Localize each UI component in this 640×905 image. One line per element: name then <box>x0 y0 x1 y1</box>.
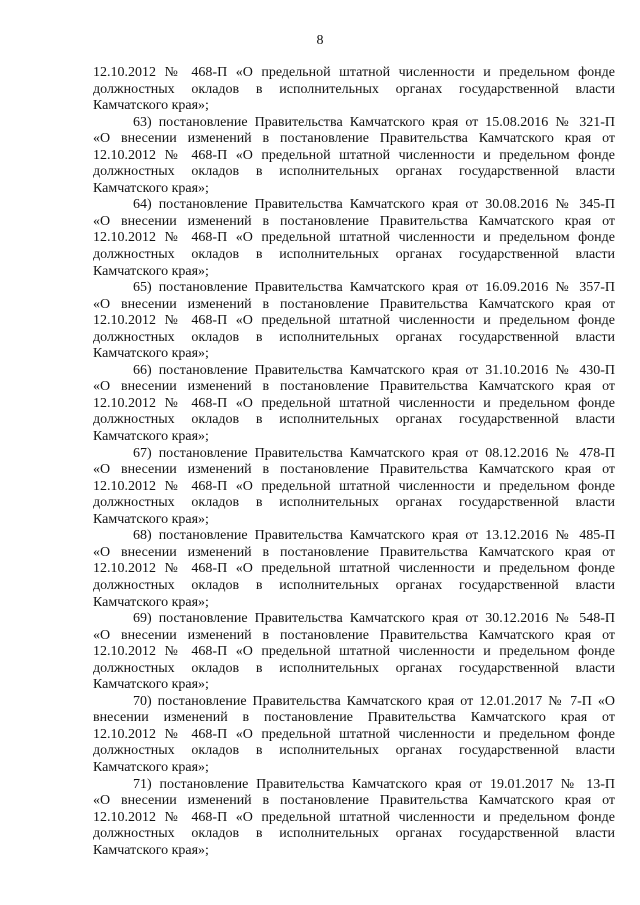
text-line: 12.10.2012 № 468-П «О предельной штатной численности и предельном фонде <box>93 726 615 742</box>
text-line: 12.10.2012 № 468-П «О предельной штатной численности и предельном фонде <box>93 65 615 80</box>
list-item-start-line: 71) постановление Правительства Камчатского края от 19.01.2017 № 13-П <box>133 776 615 792</box>
text-line: должностных окладов в исполнительных органах государственной власти <box>93 329 615 345</box>
text-line: должностных окладов в исполнительных органах государственной власти <box>93 164 615 180</box>
text-line: «О внесении изменений в постановление Правительства Камчатского края от <box>93 793 615 809</box>
text-line: 12.10.2012 № 468-П «О предельной штатной численности и предельном фонде <box>93 230 615 246</box>
list-item-start-line: 65) постановление Правительства Камчатского края от 16.09.2016 № 357-П <box>133 280 615 296</box>
text-line: должностных окладов в исполнительных органах государственной власти <box>93 81 615 97</box>
list-item-start-line: 66) постановление Правительства Камчатского края от 31.10.2016 № 430-П <box>133 362 615 378</box>
text-line: «О внесении изменений в постановление Правительства Камчатского края от <box>93 544 615 560</box>
text-line: 12.10.2012 № 468-П «О предельной штатной численности и предельном фонде <box>93 313 615 329</box>
list-item-start-line: 69) постановление Правительства Камчатского края от 30.12.2016 № 548-П <box>133 611 615 627</box>
list-item-start-line: 64) постановление Правительства Камчатского края от 30.08.2016 № 345-П <box>133 197 615 213</box>
text-line: 12.10.2012 № 468-П «О предельной штатной численности и предельном фонде <box>93 395 615 411</box>
text-line: Камчатского края»; <box>93 180 209 196</box>
text-line: «О внесении изменений в постановление Правительства Камчатского края от <box>93 213 615 229</box>
page-number: 8 <box>316 33 324 48</box>
text-line: 12.10.2012 № 468-П «О предельной штатной численности и предельном фонде <box>93 644 615 660</box>
text-line: «О внесении изменений в постановление Правительства Камчатского края от <box>93 131 615 147</box>
list-item-start-line: 70) постановление Правительства Камчатского края от 12.01.2017 № 7-П «О <box>133 693 615 709</box>
text-line: Камчатского края»; <box>93 263 209 279</box>
text-line: Камчатского края»; <box>93 346 209 362</box>
text-line: Камчатского края»; <box>93 429 209 445</box>
text-line: 12.10.2012 № 468-П «О предельной штатной численности и предельном фонде <box>93 561 615 577</box>
document-body <box>93 65 615 859</box>
text-line: Камчатского края»; <box>93 594 209 610</box>
text-line: «О внесении изменений в постановление Правительства Камчатского края от <box>93 296 615 312</box>
list-item-start-line: 63) постановление Правительства Камчатского края от 15.08.2016 № 321-П <box>133 114 615 130</box>
text-line: должностных окладов в исполнительных органах государственной власти <box>93 412 615 428</box>
text-line: 12.10.2012 № 468-П «О предельной штатной численности и предельном фонде <box>93 478 615 494</box>
text-line: должностных окладов в исполнительных органах государственной власти <box>93 660 615 676</box>
list-item-start-line: 68) постановление Правительства Камчатского края от 13.12.2016 № 485-П <box>133 528 615 544</box>
text-line: должностных окладов в исполнительных органах государственной власти <box>93 577 615 593</box>
text-line: «О внесении изменений в постановление Правительства Камчатского края от <box>93 379 615 395</box>
text-line: 12.10.2012 № 468-П «О предельной штатной численности и предельном фонде <box>93 147 615 163</box>
text-line: должностных окладов в исполнительных органах государственной власти <box>93 495 615 511</box>
text-line: «О внесении изменений в постановление Правительства Камчатского края от <box>93 627 615 643</box>
text-line: должностных окладов в исполнительных органах государственной власти <box>93 743 615 759</box>
text-line: Камчатского края»; <box>93 511 209 527</box>
text-line: «О внесении изменений в постановление Правительства Камчатского края от <box>93 462 615 478</box>
text-line: Камчатского края»; <box>93 759 209 775</box>
list-item-start-line: 67) постановление Правительства Камчатского края от 08.12.2016 № 478-П <box>133 445 615 461</box>
text-line: должностных окладов в исполнительных органах государственной власти <box>93 247 615 263</box>
text-line: 12.10.2012 № 468-П «О предельной штатной численности и предельном фонде <box>93 809 615 825</box>
text-line: Камчатского края»; <box>93 98 209 114</box>
text-line: должностных окладов в исполнительных органах государственной власти <box>93 826 615 842</box>
text-line: Камчатского края»; <box>93 677 209 693</box>
text-line: внесении изменений в постановление Правительства Камчатского края от <box>93 710 615 726</box>
text-line: Камчатского края»; <box>93 842 209 858</box>
